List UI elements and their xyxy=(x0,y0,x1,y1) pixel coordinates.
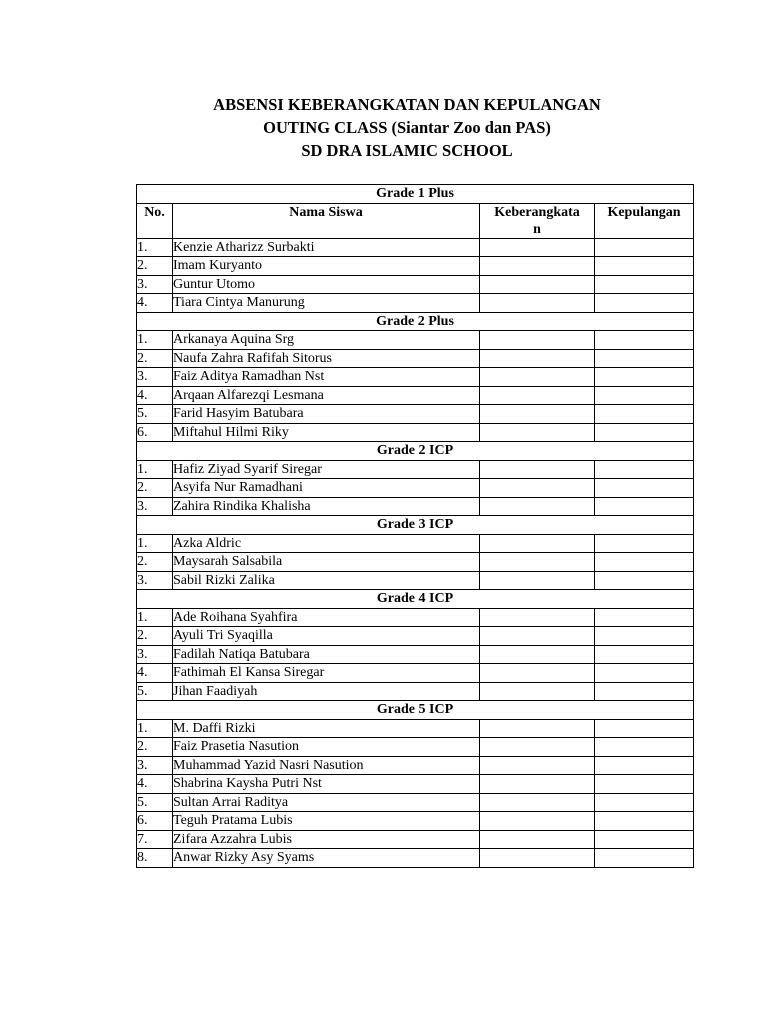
student-row xyxy=(137,830,694,849)
student-row xyxy=(137,275,694,294)
student-name: Tiara Cintya Manurung xyxy=(173,294,480,313)
student-name: Arkanaya Aquina Srg xyxy=(173,331,480,350)
column-header-name: Nama Siswa xyxy=(173,203,480,238)
student-name: M. Daffi Rizki xyxy=(173,719,480,738)
return-check-cell xyxy=(595,849,694,868)
student-number: 4. xyxy=(137,664,173,683)
student-row xyxy=(137,238,694,257)
grade-label: Grade 2 ICP xyxy=(137,442,694,461)
return-check-cell xyxy=(595,294,694,313)
departure-check-cell xyxy=(480,238,595,257)
student-number: 1. xyxy=(137,238,173,257)
student-number: 3. xyxy=(137,756,173,775)
return-check-cell xyxy=(595,738,694,757)
return-check-cell xyxy=(595,812,694,831)
title-line-3: SD DRA ISLAMIC SCHOOL xyxy=(301,141,513,160)
student-name: Sabil Rizki Zalika xyxy=(173,571,480,590)
student-name: Faiz Aditya Ramadhan Nst xyxy=(173,368,480,387)
column-header-return: Kepulangan xyxy=(595,203,694,238)
student-number: 2. xyxy=(137,479,173,498)
student-number: 1. xyxy=(137,460,173,479)
student-number: 1. xyxy=(137,719,173,738)
student-name: Fathimah El Kansa Siregar xyxy=(173,664,480,683)
attendance-table-body xyxy=(137,185,694,868)
student-name: Zifara Azzahra Lubis xyxy=(173,830,480,849)
departure-check-cell xyxy=(480,423,595,442)
student-row xyxy=(137,497,694,516)
departure-check-cell xyxy=(480,368,595,387)
student-row xyxy=(137,719,694,738)
grade-header-row xyxy=(137,442,694,461)
grade-header-row xyxy=(137,185,694,204)
student-number: 5. xyxy=(137,682,173,701)
return-check-cell xyxy=(595,460,694,479)
student-name: Jihan Faadiyah xyxy=(173,682,480,701)
student-row xyxy=(137,460,694,479)
return-check-cell xyxy=(595,682,694,701)
student-row xyxy=(137,534,694,553)
student-name: Maysarah Salsabila xyxy=(173,553,480,572)
departure-check-cell xyxy=(480,793,595,812)
student-number: 3. xyxy=(137,368,173,387)
student-name: Anwar Rizky Asy Syams xyxy=(173,849,480,868)
student-number: 3. xyxy=(137,497,173,516)
grade-label: Grade 5 ICP xyxy=(137,701,694,720)
departure-check-cell xyxy=(480,257,595,276)
student-row xyxy=(137,627,694,646)
student-number: 5. xyxy=(137,793,173,812)
student-row xyxy=(137,386,694,405)
student-number: 2. xyxy=(137,627,173,646)
student-name: Muhammad Yazid Nasri Nasution xyxy=(173,756,480,775)
student-row xyxy=(137,553,694,572)
student-name: Hafiz Ziyad Syarif Siregar xyxy=(173,460,480,479)
student-name: Teguh Pratama Lubis xyxy=(173,812,480,831)
return-check-cell xyxy=(595,257,694,276)
student-name: Zahira Rindika Khalisha xyxy=(173,497,480,516)
column-header-row xyxy=(137,203,694,238)
student-row xyxy=(137,405,694,424)
student-number: 2. xyxy=(137,257,173,276)
departure-check-cell xyxy=(480,738,595,757)
column-header-departure xyxy=(480,203,595,238)
student-name: Kenzie Atharizz Surbakti xyxy=(173,238,480,257)
student-number: 3. xyxy=(137,645,173,664)
grade-label: Grade 1 Plus xyxy=(137,185,694,204)
student-name: Miftahul Hilmi Riky xyxy=(173,423,480,442)
student-number: 4. xyxy=(137,294,173,313)
departure-check-cell xyxy=(480,553,595,572)
student-number: 5. xyxy=(137,405,173,424)
student-row xyxy=(137,775,694,794)
return-check-cell xyxy=(595,756,694,775)
student-name: Azka Aldric xyxy=(173,534,480,553)
student-number: 8. xyxy=(137,849,173,868)
return-check-cell xyxy=(595,405,694,424)
departure-check-cell xyxy=(480,275,595,294)
return-check-cell xyxy=(595,386,694,405)
student-name: Asyifa Nur Ramadhani xyxy=(173,479,480,498)
student-row xyxy=(137,368,694,387)
student-row xyxy=(137,645,694,664)
return-check-cell xyxy=(595,719,694,738)
student-number: 1. xyxy=(137,331,173,350)
departure-check-cell xyxy=(480,405,595,424)
student-name: Faiz Prasetia Nasution xyxy=(173,738,480,757)
return-check-cell xyxy=(595,423,694,442)
departure-check-cell xyxy=(480,645,595,664)
departure-check-cell xyxy=(480,682,595,701)
student-number: 4. xyxy=(137,775,173,794)
student-name: Farid Hasyim Batubara xyxy=(173,405,480,424)
departure-check-cell xyxy=(480,460,595,479)
departure-check-cell xyxy=(480,386,595,405)
student-row xyxy=(137,793,694,812)
return-check-cell xyxy=(595,664,694,683)
title-line-2: OUTING CLASS (Siantar Zoo dan PAS) xyxy=(263,118,551,137)
student-row xyxy=(137,664,694,683)
column-header-no: No. xyxy=(137,203,173,238)
return-check-cell xyxy=(595,830,694,849)
student-name: Imam Kuryanto xyxy=(173,257,480,276)
student-row xyxy=(137,479,694,498)
departure-check-cell xyxy=(480,497,595,516)
student-row xyxy=(137,294,694,313)
student-number: 2. xyxy=(137,553,173,572)
grade-label: Grade 4 ICP xyxy=(137,590,694,609)
student-number: 3. xyxy=(137,275,173,294)
grade-label: Grade 3 ICP xyxy=(137,516,694,535)
return-check-cell xyxy=(595,793,694,812)
student-number: 6. xyxy=(137,423,173,442)
departure-check-cell xyxy=(480,719,595,738)
column-header-departure-line2: n xyxy=(533,221,541,237)
document-title xyxy=(0,93,768,162)
return-check-cell xyxy=(595,627,694,646)
return-check-cell xyxy=(595,275,694,294)
student-name: Sultan Arrai Raditya xyxy=(173,793,480,812)
departure-check-cell xyxy=(480,756,595,775)
departure-check-cell xyxy=(480,775,595,794)
student-row xyxy=(137,571,694,590)
return-check-cell xyxy=(595,368,694,387)
student-number: 7. xyxy=(137,830,173,849)
return-check-cell xyxy=(595,553,694,572)
departure-check-cell xyxy=(480,608,595,627)
return-check-cell xyxy=(595,331,694,350)
student-name: Naufa Zahra Rafifah Sitorus xyxy=(173,349,480,368)
return-check-cell xyxy=(595,571,694,590)
return-check-cell xyxy=(595,645,694,664)
student-name: Guntur Utomo xyxy=(173,275,480,294)
return-check-cell xyxy=(595,608,694,627)
student-number: 3. xyxy=(137,571,173,590)
student-row xyxy=(137,349,694,368)
student-row xyxy=(137,331,694,350)
student-row xyxy=(137,738,694,757)
return-check-cell xyxy=(595,238,694,257)
student-row xyxy=(137,756,694,775)
departure-check-cell xyxy=(480,534,595,553)
return-check-cell xyxy=(595,349,694,368)
return-check-cell xyxy=(595,775,694,794)
grade-header-row xyxy=(137,516,694,535)
student-number: 6. xyxy=(137,812,173,831)
student-name: Arqaan Alfarezqi Lesmana xyxy=(173,386,480,405)
student-row xyxy=(137,849,694,868)
departure-check-cell xyxy=(480,849,595,868)
student-name: Ade Roihana Syahfira xyxy=(173,608,480,627)
column-header-departure-line1: Keberangkata xyxy=(494,204,580,220)
departure-check-cell xyxy=(480,627,595,646)
student-row xyxy=(137,608,694,627)
student-row xyxy=(137,257,694,276)
return-check-cell xyxy=(595,497,694,516)
student-row xyxy=(137,812,694,831)
student-number: 4. xyxy=(137,386,173,405)
departure-check-cell xyxy=(480,479,595,498)
grade-label: Grade 2 Plus xyxy=(137,312,694,331)
grade-header-row xyxy=(137,312,694,331)
student-number: 2. xyxy=(137,349,173,368)
student-name: Shabrina Kaysha Putri Nst xyxy=(173,775,480,794)
student-name: Fadilah Natiqa Batubara xyxy=(173,645,480,664)
title-line-1: ABSENSI KEBERANGKATAN DAN KEPULANGAN xyxy=(213,95,601,114)
return-check-cell xyxy=(595,479,694,498)
grade-header-row xyxy=(137,701,694,720)
student-row xyxy=(137,682,694,701)
departure-check-cell xyxy=(480,664,595,683)
student-number: 1. xyxy=(137,534,173,553)
departure-check-cell xyxy=(480,294,595,313)
departure-check-cell xyxy=(480,812,595,831)
attendance-table xyxy=(136,184,694,868)
student-number: 1. xyxy=(137,608,173,627)
departure-check-cell xyxy=(480,349,595,368)
departure-check-cell xyxy=(480,331,595,350)
grade-header-row xyxy=(137,590,694,609)
student-name: Ayuli Tri Syaqilla xyxy=(173,627,480,646)
departure-check-cell xyxy=(480,571,595,590)
student-row xyxy=(137,423,694,442)
student-number: 2. xyxy=(137,738,173,757)
departure-check-cell xyxy=(480,830,595,849)
return-check-cell xyxy=(595,534,694,553)
